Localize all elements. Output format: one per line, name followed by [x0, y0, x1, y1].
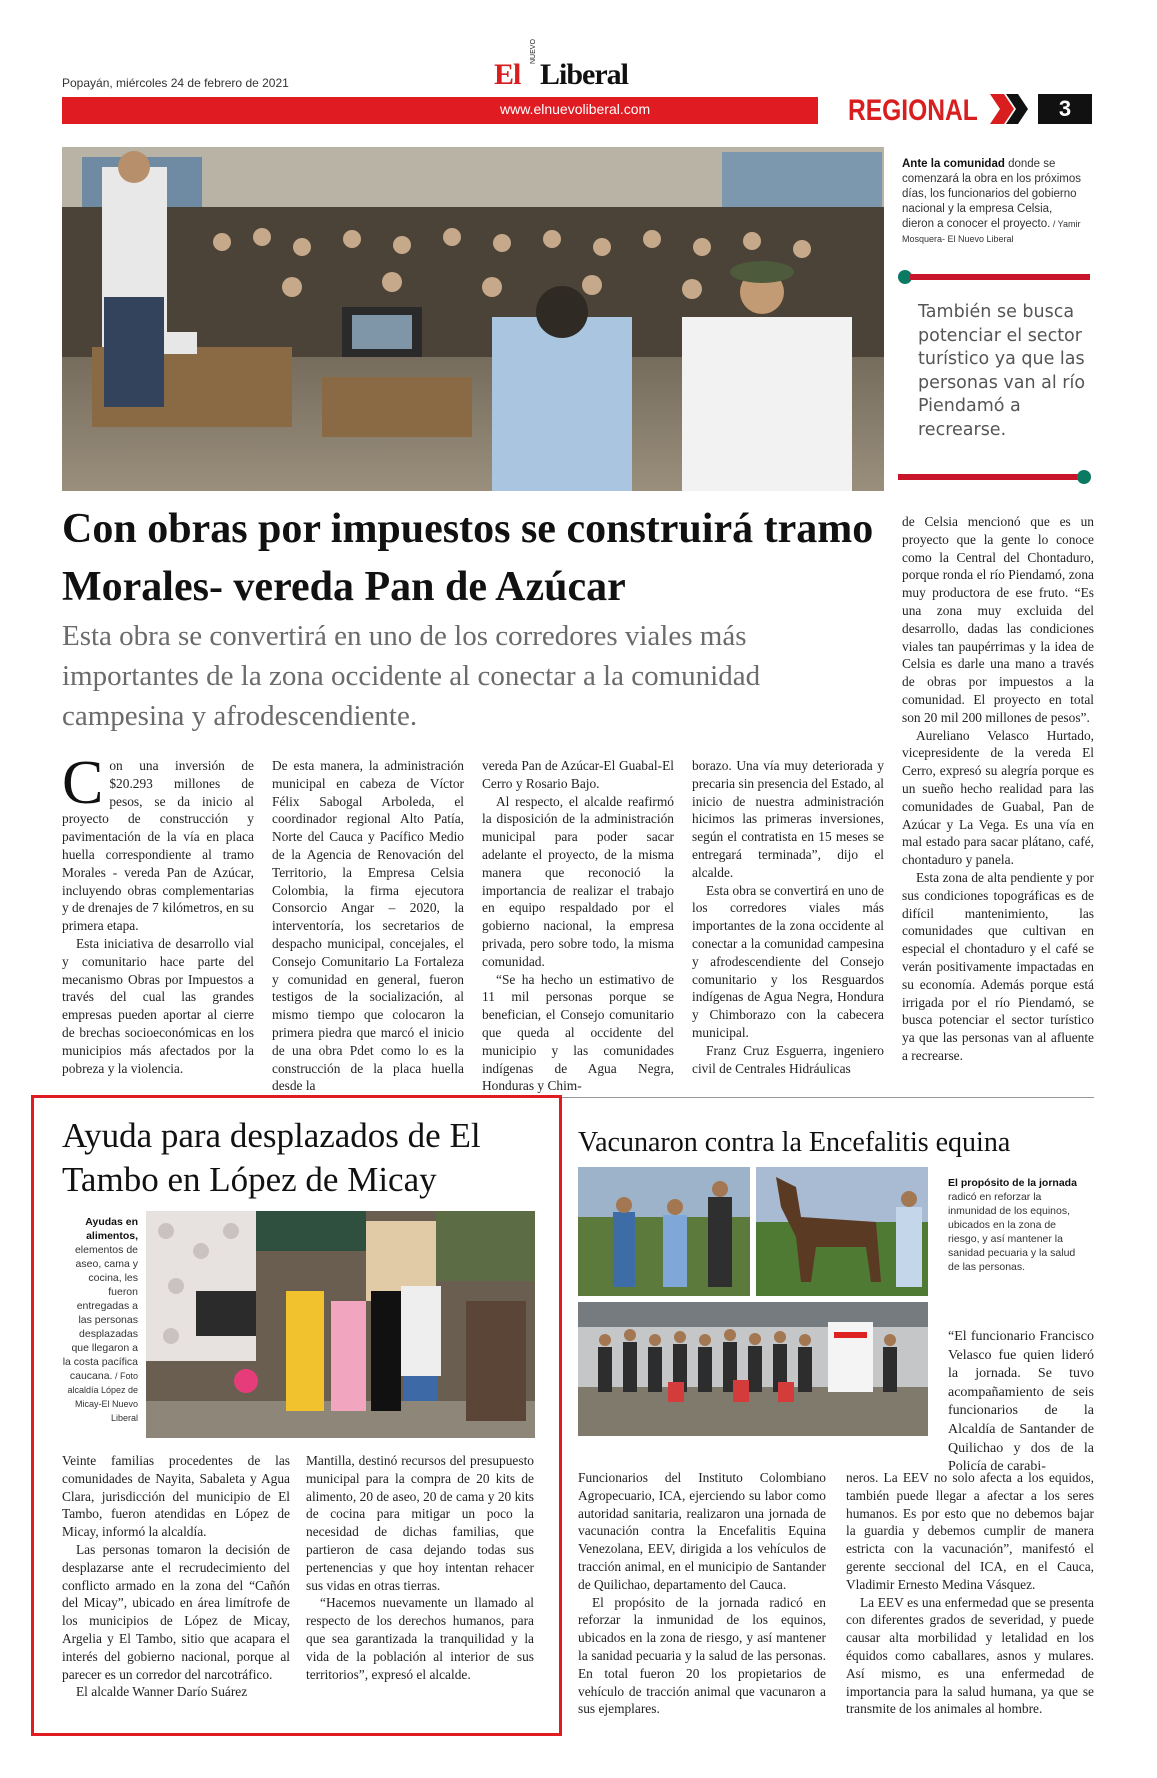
- right-col2-p1: neros. La EEV no solo afecta a los equidos, también puede llegar a afectar a los seres humanos. Es por esto que no debemos bajar la guardia y debemos cumplir de manera estricta con la vacunación”, manifestó el gerente seccional del ICA, en el Cauca, Vladimir Ernesto Medina Vásquez.: [846, 1470, 1094, 1592]
- publication-date: Popayán, miércoles 24 de febrero de 2021: [62, 76, 289, 90]
- left-col1-p2: Las personas tomaron la decisión de desplazarse ante el recrudecimiento del conflicto armado en la zona del “Cañón del Micay”, ubicado en área limítrofe de los municipios de López de Micay, Argelia y El Tambo, sitio que acapara el interés del gobierno nacional, porque al parecer es un corredor del narcotráfico.: [62, 1541, 290, 1682]
- left-caption-credit: / Foto alcaldía López de Micay-El Nuevo Liberal: [67, 1371, 138, 1423]
- page-number: 3: [1038, 94, 1092, 124]
- right-story-col2: [846, 1469, 1094, 1718]
- quote-bottom-line: [898, 474, 1078, 480]
- col3-p1: vereda Pan de Azúcar-El Guabal-El Cerro y Rosario Bajo.: [482, 758, 674, 791]
- col5-p3: Esta zona de alta pendiente y por sus condiciones topográficas es de difícil mantenimiento, las comunidades que cultivan en especial el chontaduro y el café se verán positivamente impactadas en su economía. Además porque está irrigada por el río Piendamó, se busca potenciar el sector turístico ya que las personas van al afluente a recrearse.: [902, 869, 1094, 1063]
- right-col1-p1: Funcionarios del Instituto Colombiano Agropecuario, ICA, ejerciendo su labor como autoridad sanitaria, realizaron una jornada de vacunación contra la Encefalitis Equina Venezolana, EEV, dirigida a los vehículos de tracción animal, en el municipio de Santander de Quilichao, departamento del Cauca.: [578, 1470, 826, 1592]
- left-caption-text: elementos de aseo, cama y cocina, les fueron entregadas a las personas desplazadas que llegaron a la costa pacífica caucana.: [62, 1244, 138, 1382]
- main-photo-caption: [902, 157, 1087, 247]
- col1-p2: Esta iniciativa de desarrollo vial y comunitario hace parte del mecanismo Obras por Impuestos a través del cual las grandes empresas pueden aportar al cierre de brechas socioeconómicas en los municipios más afectados por la pobreza y la violencia.: [62, 935, 254, 1076]
- col1-p1: on una inversión de $20.293 millones de pesos, se da inicio al proyecto de construcción y pavimentación de la vía en placa huella correspondiente al tramo Morales - vereda Pan de Azúcar, incluyendo obras complementarias y de drenajes de 7 kilómetros, en su primera etapa.: [62, 758, 254, 934]
- left-story-photo: [146, 1211, 535, 1438]
- right-photo-1: [578, 1167, 750, 1296]
- logo-el: El: [494, 58, 521, 91]
- main-photo: [62, 147, 884, 491]
- right-col2-p2: La EEV es una enfermedad que se presenta con diferentes grados de severidad, y puede causar alta morbilidad y letalidad en los équidos como caballares, asnos y mulares. Así mismo, es una enfermedad de importancia para la salud humana, ya que se transmite de los animales al hombre.: [846, 1594, 1094, 1717]
- right-story-col1: [578, 1469, 826, 1718]
- section-title: REGIONAL: [848, 94, 978, 127]
- left-col2-p2: “Hacemos nuevamente un llamado al respecto de los derechos humanos, para que sea garantizada la tranquilidad y la vida de la población al interior de sus territorios”, expresó el alcalde.: [306, 1595, 534, 1682]
- quote-top-line: [910, 274, 1090, 280]
- right-story-pull: “El funcionario Francisco Velasco fue quien lideró la jornada. Se tuvo acompañamiento de seis funcionarios de la Alcaldía de Santander de Quilichao y dos de la Policía de carabi-: [948, 1329, 1094, 1475]
- main-body-col1: [62, 749, 254, 1077]
- caption-text: donde se comenzará la obra en los próximos días, los funcionarios del gobierno nacional y la empresa Celsia, dieron a conocer el proyecto.: [902, 158, 1081, 230]
- right-col1-p2: El propósito de la jornada radicó en reforzar la inmunidad de los equinos, ubicados en la zona de riesgo, y así mantener la sanidad pecuaria y la salud de las personas. En total fueron 20 los propietarios de vehículo de tracción animal que vacunaron a sus ejemplares.: [578, 1594, 826, 1717]
- main-deck: Esta obra se convertirá en uno de los corredores viales más importantes de la zona occidente al conectar a la comunidad campesina y afrodescendiente.: [62, 620, 761, 732]
- col4-p1: borazo. Una vía muy deteriorada y precaria sin presencia del Estado, al inicio de nuestra administración hicimos las primeras inversiones, según el contratista en 15 meses se entregará terminada”, dijo el alcalde.: [692, 758, 884, 880]
- col2-p1: De esta manera, la administración municipal en cabeza de Víctor Félix Sabogal Arboleda, el coordinador regional Alto Patía, Norte del Cauca y Pacífico Medio de la Agencia de Renovación del Territorio, la Empresa Celsia Colombia, la firma ejecutora Consorcio Angar – 2020, la interventoría, los secretarios de despacho municipal, concejales, el Consejo Comunitario La Fortaleza y comunidad en general, fueron testigos de la socialización, al mismo tiempo que colocaron la primera piedra que marcó el inicio de una obra Pdet como lo es la construcción de la placa huella desde la: [272, 758, 464, 1094]
- left-photo-caption: [62, 1215, 138, 1425]
- right-caption-bold: El propósito de la jornada: [948, 1177, 1077, 1189]
- pull-quote: También se busca potenciar el sector turístico ya que las personas van al río Piendamó a recrearse.: [918, 302, 1086, 440]
- left-col2-p1: Mantilla, destinó recursos del presupuesto municipal para la compra de 20 kits de alimento, 20 de aseo, 20 de cama y 20 kits de cocina para mitigar un poco la necesidad de dichas familias, que partieron de casa dejando todas sus pertenencias y que hoy intentan rehacer sus vidas en otras tierras.: [306, 1453, 534, 1593]
- col3-p2: Al respecto, el alcalde reafirmó la disposición de la administración municipal para poder sacar adelante el proyecto, de la misma manera que reconoció la importancia de realizar el trabajo en equipo respaldado por el gobierno nacional, la empresa privada, pero sobre todo, la misma comunidad.: [482, 793, 674, 969]
- left-story-col2: [306, 1452, 534, 1683]
- newspaper-logo[interactable]: [494, 39, 664, 94]
- left-col1-p1: Veinte familias procedentes de las comunidades de Nayita, Sabaleta y Agua Clara, jurisdicción del municipio de El Tambo, fueron atendidas en López de Micay, informó la alcaldía.: [62, 1453, 290, 1540]
- main-body-col5: [902, 513, 1094, 1065]
- right-photo-3: [578, 1302, 928, 1436]
- right-photo-2: [756, 1167, 928, 1296]
- col4-p2: Esta obra se convertirá en uno de los corredores viales más importantes de la zona occidente al conectar a la comunidad campesina y afrodescendiente del Consejo comunitario y los Resguardos indígenas de Agua Negra, Hondura y Chimborazo con la cabecera municipal.: [692, 882, 884, 1040]
- main-body-col4: [692, 757, 884, 1077]
- quote-bottom-dot-icon: [1077, 470, 1091, 484]
- left-caption-bold: Ayudas en alimentos,: [85, 1216, 138, 1242]
- right-story-headline: Vacunaron contra la Encefalitis equina: [578, 1127, 1011, 1158]
- main-headline: Con obras por impuestos se construirá tramo Morales- vereda Pan de Azúcar: [62, 506, 874, 610]
- right-photo-caption: [948, 1176, 1086, 1274]
- left-story-col1: [62, 1452, 290, 1701]
- main-body-col2: [272, 757, 464, 1095]
- logo-liberal: Liberal: [540, 58, 628, 91]
- section-stripes-icon: [990, 94, 1034, 124]
- col5-p1: de Celsia mencionó que es un proyecto que la gente lo conoce como la Central del Chontaduro, porque ronda el río Piendamó, zona muy productora de ese fruto. “Es una zona muy excluida del desarrollo, dadas las condiciones viales tan paupérrimas y la idea de Celsia es darle una mano a través de obras por impuestos a la comunidad. El proyecto en total son 20 mil 200 millones de pesos”.: [902, 514, 1094, 725]
- drop-cap: C: [62, 749, 104, 817]
- right-caption-text: radicó en reforzar la inmunidad de los equinos, ubicados en la zona de riesgo, y así mantener la sanidad pecuaria y la salud de las personas.: [948, 1191, 1076, 1273]
- website-url[interactable]: www.elnuevoliberal.com: [500, 101, 651, 117]
- header-red-bar: [62, 97, 818, 124]
- logo-nuevo: NUEVO: [530, 39, 537, 64]
- col5-p2: Aureliano Velasco Hurtado, vicepresidente de la vereda El Cerro, expresó su alegría porque es un sueño hecho realidad para las comunidades de Guabal, Pan de Azúcar y La Vega. Es una vía en mal estado para sacar plátano, café, chontaduro y panela.: [902, 727, 1094, 868]
- main-body-col3: [482, 757, 674, 1095]
- left-col1-p3: El alcalde Wanner Darío Suárez: [76, 1684, 248, 1700]
- col4-p3: Franz Cruz Esguerra, ingeniero civil de Centrales Hidráulicas: [692, 1042, 884, 1076]
- left-story-headline: Ayuda para desplazados de El Tambo en López de Micay: [62, 1116, 481, 1199]
- caption-bold: Ante la comunidad: [902, 158, 1005, 170]
- col3-p3: “Se ha hecho un estimativo de 11 mil personas porque se benefician, el Consejo comunitario que queda al occidente del municipio y las comunidades indígenas de Agua Negra, Honduras y Chim-: [482, 971, 674, 1094]
- caption-credit: / Yamir Mosquera- El Nuevo Liberal: [902, 219, 1081, 244]
